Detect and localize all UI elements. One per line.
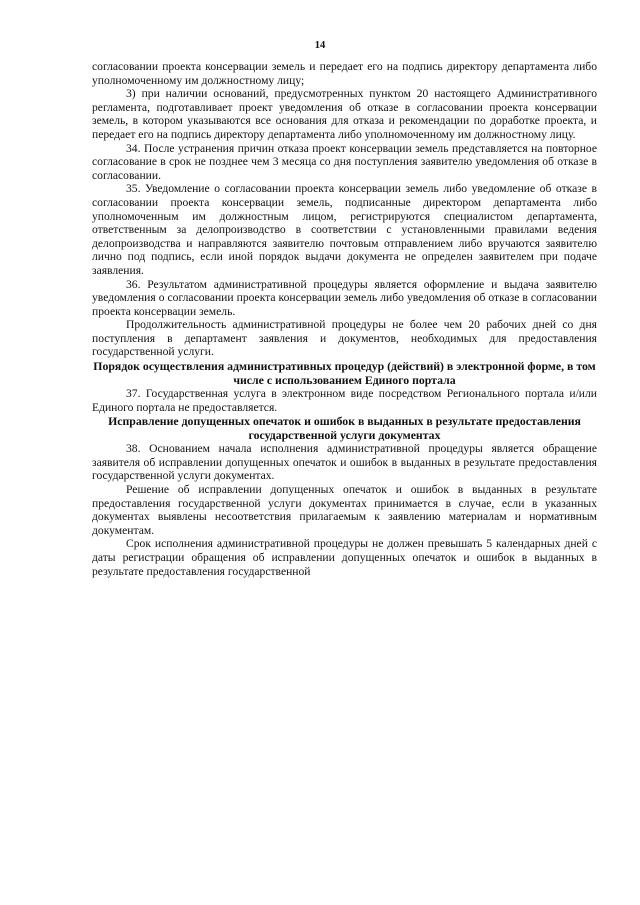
- paragraph: 38. Основанием начала исполнения административной процедуры является обращение заявителя об исправлении допущенных опечаток и ошибок в выданных в результате предоставления государственной услуги документах.: [92, 442, 597, 483]
- paragraph: Продолжительность административной процедуры не более чем 20 рабочих дней со дня поступления в департамент заявления и документов, необходимых для предоставления государственной услуги.: [92, 318, 597, 359]
- paragraph: 35. Уведомление о согласовании проекта консервации земель либо уведомление об отказе в согласовании проекта консервации земель, подписанные директором департамента либо уполномоченным им должностным лицом, регистрируются специалистом департамента, ответственным за делопроизводство в соответствии с установленными правилами ведения делопроизводства и направляются заявителю почтовым отправлением либо вручаются заявителю лично под подпись, если иной порядок выдачи документа не определен заявителем при подаче заявления.: [92, 182, 597, 277]
- paragraph: Срок исполнения административной процедуры не должен превышать 5 календарных дней с даты регистрации обращения об исправлении допущенных опечаток и ошибок в выданных в результате предоставления государственной: [92, 537, 597, 578]
- paragraph: 37. Государственная услуга в электронном виде посредством Регионального портала и/или Единого портала не предоставляется.: [92, 387, 597, 414]
- section-heading-electronic-form: Порядок осуществления административных процедур (действий) в электронной форме, в том числе с использованием Единого портала: [93, 359, 596, 388]
- paragraph: согласовании проекта консервации земель и передает его на подпись директору департамента либо уполномоченному им должностному лицу;: [92, 60, 597, 87]
- document-body: [92, 60, 597, 578]
- page-number: 14: [314, 40, 326, 51]
- paragraph: 3) при наличии оснований, предусмотренных пунктом 20 настоящего Административного регламента, подготавливает проект уведомления об отказе в согласовании проекта консервации земель, в котором указываются все основания для отказа и рекомендации по доработке проекта, и передает его на подпись директору департамента либо уполномоченному им должностному лицу.: [92, 87, 597, 141]
- paragraph: 34. После устранения причин отказа проект консервации земель представляется на повторное согласование в срок не позднее чем 3 месяца со дня поступления заявителю уведомления об отказе в согласовании.: [92, 141, 597, 182]
- section-heading-corrections: Исправление допущенных опечаток и ошибок в выданных в результате предоставления государственной услуги документах: [108, 414, 581, 443]
- paragraph: Решение об исправлении допущенных опечаток и ошибок в выданных в результате предоставления государственной услуги документах принимается в случае, если в указанных документах выявлены несоответствия прилагаемым к заявлению материалам и нормативным документам.: [92, 483, 597, 537]
- paragraph: 36. Результатом административной процедуры является оформление и выдача заявителю уведомления о согласовании проекта консервации земель либо уведомления об отказе в согласовании проекта консервации земель.: [92, 277, 597, 318]
